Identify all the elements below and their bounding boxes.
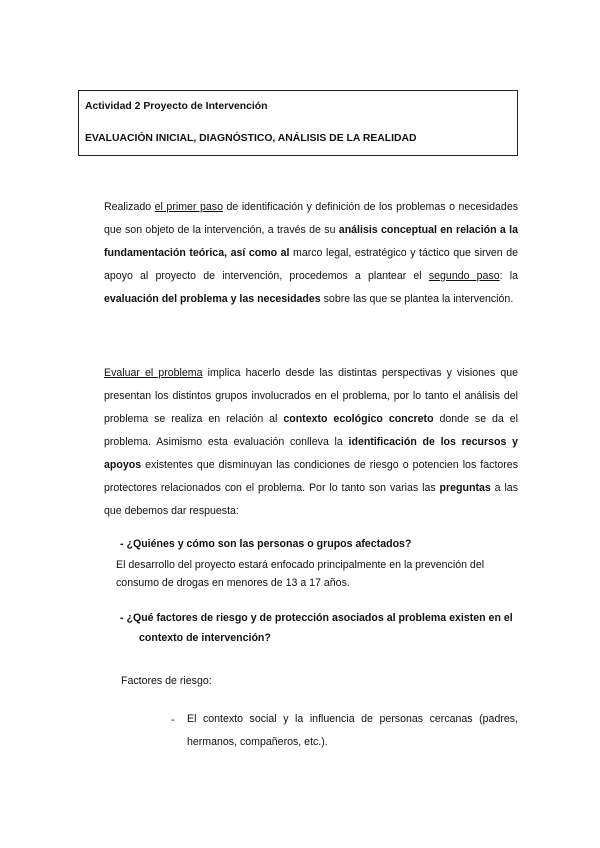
underlined-phrase: el primer paso: [154, 201, 223, 213]
bold-phrase: preguntas: [439, 482, 491, 494]
section-title: EVALUACIÓN INICIAL, DIAGNÓSTICO, ANÁLISIS DE LA REALIDAD: [85, 133, 417, 144]
bold-phrase: análisis conceptual en relación a la fundamentación teórica, así como al: [104, 224, 518, 259]
underlined-phrase: segundo paso: [428, 270, 500, 282]
text-run: implica hacerlo desde las distintas perspectivas y visiones que presentan los distintos grupos involucrados en el problema, por lo tanto el análisis del problema se realiza en relación al: [104, 367, 519, 425]
text-run: : la: [499, 270, 518, 282]
text-run: existentes que disminuyan las condiciones de riesgo o potencien los factores protectores relacionados con el problema. Por lo tanto son varias las: [104, 459, 518, 494]
question-1-answer: El desarrollo del proyecto estará enfocado principalmente en la prevención del consumo de drogas en menores de 13 a 17 años.: [116, 559, 485, 589]
activity-title: Actividad 2 Proyecto de Intervención: [85, 101, 268, 112]
question-2-text: ¿Qué factores de riesgo y de protección asociados al problema existen en el: [126, 612, 513, 624]
risk-item-1: El contexto social y la influencia de personas cercanas (padres, hermanos, compañeros, etc.).: [187, 713, 518, 748]
dash-marker: -: [120, 612, 124, 624]
text-run: Realizado: [104, 201, 155, 213]
risk-factors-label: Factores de riesgo:: [121, 675, 212, 687]
text-run: donde se da el problema. Asimismo esta evaluación conlleva la: [104, 413, 519, 448]
question-2: [120, 612, 513, 624]
question-1-text: ¿Quiénes y cómo son las personas o grupos afectados?: [126, 538, 412, 550]
header-box: [78, 90, 518, 156]
bold-phrase: evaluación del problema y las necesidades: [104, 293, 321, 305]
bold-phrase: identificación de los recursos y apoyos: [104, 436, 518, 471]
question-2-continuation: contexto de intervención?: [139, 632, 271, 644]
text-run: marco legal, estratégico y táctico que sirven de apoyo al proyecto de intervención, procedemos a plantear el: [104, 247, 518, 282]
text-run: sobre las que se plantea la intervención.: [320, 293, 514, 305]
paragraph-first-step: [104, 196, 518, 311]
dash-marker: -: [120, 538, 124, 550]
question-1: [120, 538, 411, 550]
paragraph-evaluate-problem: [104, 362, 518, 523]
underlined-phrase: Evaluar el problema: [104, 367, 203, 379]
bold-phrase: contexto ecológico concreto: [283, 413, 434, 425]
text-run: a las que debemos dar respuesta:: [104, 482, 518, 517]
dash-marker: -: [171, 714, 175, 726]
text-run: de identificación y definición de los problemas o necesidades que son objeto de la intervención, a través de su: [104, 201, 519, 236]
